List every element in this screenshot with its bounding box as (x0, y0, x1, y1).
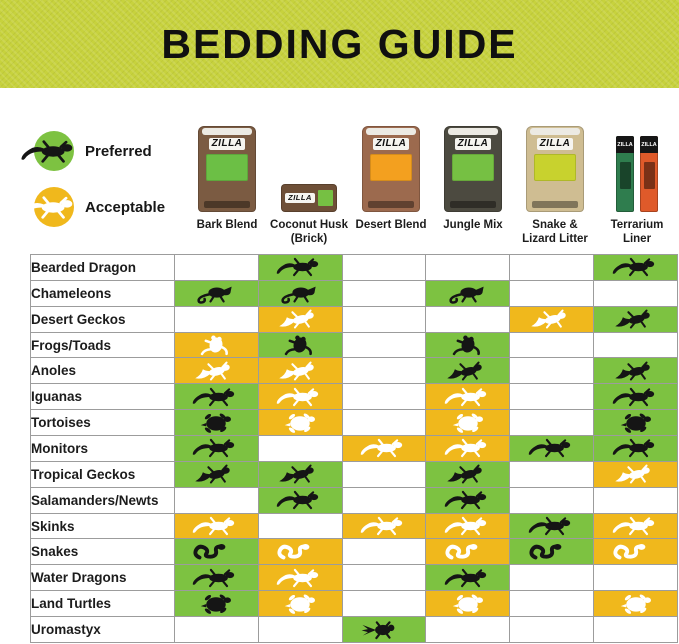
bedding-cell-preferred (175, 539, 259, 565)
tortoise-icon (607, 412, 665, 434)
product-column-terrarium-liner (596, 114, 678, 247)
product-column-coconut-husk-brick (268, 114, 350, 247)
bedding-cell-acceptable (426, 591, 510, 617)
product-liner-image (616, 136, 658, 212)
animal-label: Uromastyx (31, 617, 175, 643)
bedding-cell-acceptable (342, 436, 426, 462)
bedding-cell-preferred (426, 487, 510, 513)
bedding-cell-empty (426, 617, 510, 643)
table-row-tropical-geckos (31, 461, 678, 487)
bedding-cell-empty (175, 306, 259, 332)
snake-icon (523, 541, 581, 563)
bedding-cell-acceptable (426, 384, 510, 410)
bedding-cell-acceptable (258, 539, 342, 565)
water-dragon-icon (187, 567, 245, 589)
lizard-icon (17, 138, 83, 165)
table-row-chameleons (31, 280, 678, 306)
animal-label: Tortoises (31, 410, 175, 436)
bedding-cell-acceptable (594, 513, 678, 539)
table-row-water-dragons (31, 565, 678, 591)
animal-label: Monitors (31, 436, 175, 462)
bedding-cell-acceptable (594, 591, 678, 617)
product-name: Desert Blend (355, 219, 427, 231)
product-name: Bark Blend (196, 219, 258, 231)
lizard-icon (17, 194, 83, 221)
legend (26, 128, 186, 240)
bag-bottom-band (450, 201, 496, 208)
bedding-cell-empty (342, 255, 426, 281)
bedding-cell-empty (342, 539, 426, 565)
animal-label: Iguanas (31, 384, 175, 410)
table-row-monitors (31, 436, 678, 462)
brand-logo: ZILLA (455, 138, 492, 150)
bedding-cell-acceptable (175, 332, 259, 358)
product-column-snake-lizard-litter (514, 114, 596, 247)
bedding-cell-preferred (175, 384, 259, 410)
table-row-snakes (31, 539, 678, 565)
bedding-cell-empty (510, 487, 594, 513)
tortoise-icon (439, 412, 497, 434)
monitor-icon (523, 437, 581, 459)
product-header-row (186, 114, 678, 247)
bedding-cell-acceptable (342, 513, 426, 539)
bedding-cell-empty (258, 436, 342, 462)
brand-logo: ZILLA (285, 193, 315, 203)
bedding-cell-acceptable (258, 384, 342, 410)
bedding-cell-preferred (175, 410, 259, 436)
bedding-cell-acceptable (258, 410, 342, 436)
bedding-cell-preferred (510, 513, 594, 539)
skink-icon (523, 515, 581, 537)
bedding-cell-empty (175, 255, 259, 281)
iguana-icon (187, 386, 245, 408)
monitor-icon (187, 437, 245, 459)
animal-label: Frogs/Toads (31, 332, 175, 358)
bedding-cell-empty (342, 384, 426, 410)
anole-icon (607, 360, 665, 382)
bedding-cell-acceptable (426, 410, 510, 436)
bedding-cell-empty (594, 617, 678, 643)
bedding-cell-preferred (426, 565, 510, 591)
bedding-cell-empty (426, 255, 510, 281)
bedding-cell-empty (594, 280, 678, 306)
bedding-cell-preferred (594, 255, 678, 281)
bedding-cell-preferred (594, 436, 678, 462)
bedding-cell-acceptable (426, 513, 510, 539)
anole-icon (187, 360, 245, 382)
product-bag-image (198, 126, 256, 212)
bedding-cell-preferred (258, 487, 342, 513)
snake-icon (607, 541, 665, 563)
bedding-cell-preferred (258, 332, 342, 358)
bedding-cell-preferred (258, 280, 342, 306)
bedding-cell-acceptable (426, 539, 510, 565)
bedding-cell-preferred (594, 358, 678, 384)
snake-icon (187, 541, 245, 563)
bedding-guide-table (30, 254, 678, 643)
bag-bottom-band (368, 201, 414, 208)
table-row-bearded-dragon (31, 255, 678, 281)
product-art (198, 114, 256, 212)
bedding-cell-preferred (426, 461, 510, 487)
bedding-cell-empty (594, 332, 678, 358)
gecko-icon (607, 463, 665, 485)
liner-package (640, 136, 658, 212)
snake-icon (271, 541, 329, 563)
bedding-cell-empty (175, 617, 259, 643)
bag-seal (448, 128, 498, 135)
bedding-cell-preferred (510, 539, 594, 565)
tortoise-icon (187, 412, 245, 434)
legend-item-preferred (26, 128, 186, 174)
animal-label: Chameleons (31, 280, 175, 306)
bedding-cell-empty (342, 461, 426, 487)
gecko-icon (439, 463, 497, 485)
bedding-cell-preferred (258, 461, 342, 487)
table-row-anoles (31, 358, 678, 384)
table-row-uromastyx (31, 617, 678, 643)
skink-icon (355, 515, 413, 537)
legend-label: Preferred (85, 142, 152, 160)
animal-label: Land Turtles (31, 591, 175, 617)
product-bag-image (526, 126, 584, 212)
liner-window (644, 162, 655, 189)
brand-logo: ZILLA (373, 138, 410, 150)
bedding-cell-preferred (426, 358, 510, 384)
skink-icon (187, 515, 245, 537)
gecko-icon (187, 463, 245, 485)
skink-icon (607, 515, 665, 537)
land-turtle-icon (607, 593, 665, 615)
bedding-cell-preferred (175, 565, 259, 591)
bedding-cell-preferred (426, 280, 510, 306)
bedding-cell-preferred (342, 617, 426, 643)
legend-badge (26, 184, 80, 230)
product-column-bark-blend (186, 114, 268, 247)
product-name: Coconut Husk (Brick) (270, 219, 348, 245)
legend-badge (26, 128, 80, 174)
table-row-tortoises (31, 410, 678, 436)
bedding-cell-empty (342, 306, 426, 332)
brick-label-panel (318, 190, 333, 206)
bag-label-panel (206, 154, 249, 181)
product-brick-image (281, 184, 337, 212)
snake-icon (439, 541, 497, 563)
bedding-cell-acceptable (175, 513, 259, 539)
chameleon-icon (271, 282, 329, 304)
legend-item-acceptable (26, 184, 186, 230)
liner-window (620, 162, 631, 189)
product-name: Terrarium Liner (610, 219, 664, 245)
animal-label: Salamanders/Newts (31, 487, 175, 513)
product-column-jungle-mix (432, 114, 514, 247)
animal-label: Desert Geckos (31, 306, 175, 332)
bedding-cell-empty (510, 332, 594, 358)
bedding-cell-preferred (258, 255, 342, 281)
bedding-cell-preferred (594, 306, 678, 332)
product-column-desert-blend (350, 114, 432, 247)
bedding-cell-preferred (175, 436, 259, 462)
frog-icon (187, 334, 245, 356)
land-turtle-icon (439, 593, 497, 615)
iguana-icon (607, 386, 665, 408)
tortoise-icon (271, 412, 329, 434)
brand-logo: ZILLA (537, 138, 574, 150)
table-row-salamanders-newts (31, 487, 678, 513)
monitor-icon (355, 437, 413, 459)
bedding-cell-empty (342, 410, 426, 436)
bedding-cell-empty (510, 410, 594, 436)
bag-seal (366, 128, 416, 135)
animal-label: Skinks (31, 513, 175, 539)
bedding-cell-empty (510, 255, 594, 281)
legend-label: Acceptable (85, 198, 166, 216)
bedding-cell-empty (175, 487, 259, 513)
liner-header: ZILLA (616, 136, 634, 153)
gecko-icon (523, 308, 581, 330)
bedding-cell-empty (258, 617, 342, 643)
water-dragon-icon (271, 567, 329, 589)
bedding-cell-empty (510, 384, 594, 410)
animal-label: Tropical Geckos (31, 461, 175, 487)
salamander-icon (271, 489, 329, 511)
animal-label: Bearded Dragon (31, 255, 175, 281)
bedding-cell-acceptable (594, 461, 678, 487)
bedding-cell-acceptable (258, 358, 342, 384)
bedding-cell-preferred (175, 461, 259, 487)
product-art (616, 114, 658, 212)
bedding-cell-preferred (594, 384, 678, 410)
chameleon-icon (439, 282, 497, 304)
liner-header: ZILLA (640, 136, 658, 153)
bedding-cell-preferred (510, 436, 594, 462)
gecko-icon (607, 308, 665, 330)
salamander-icon (439, 489, 497, 511)
chameleon-icon (187, 282, 245, 304)
bag-bottom-band (204, 201, 250, 208)
brand-logo: ZILLA (209, 138, 246, 150)
bedding-cell-empty (510, 591, 594, 617)
bedding-cell-empty (510, 565, 594, 591)
land-turtle-icon (187, 593, 245, 615)
bedding-cell-preferred (594, 410, 678, 436)
table-row-frogs-toads (31, 332, 678, 358)
animal-label: Anoles (31, 358, 175, 384)
liner-package (616, 136, 634, 212)
bedding-cell-preferred (175, 591, 259, 617)
product-art (362, 114, 420, 212)
bedding-cell-acceptable (175, 358, 259, 384)
bearded-dragon-icon (271, 256, 329, 278)
bag-label-panel (370, 154, 413, 181)
bedding-cell-preferred (175, 280, 259, 306)
bag-label-panel (534, 154, 577, 181)
land-turtle-icon (271, 593, 329, 615)
bedding-cell-acceptable (258, 306, 342, 332)
bag-seal (530, 128, 580, 135)
skink-icon (439, 515, 497, 537)
bedding-cell-empty (510, 617, 594, 643)
frog-icon (439, 334, 497, 356)
bedding-cell-empty (510, 461, 594, 487)
bag-bottom-band (532, 201, 578, 208)
table-row-land-turtles (31, 591, 678, 617)
monitor-icon (607, 437, 665, 459)
bedding-cell-empty (594, 565, 678, 591)
frog-icon (271, 334, 329, 356)
product-name: Jungle Mix (443, 219, 503, 231)
page-header (0, 0, 679, 88)
water-dragon-icon (439, 567, 497, 589)
bedding-cell-empty (342, 565, 426, 591)
bedding-cell-acceptable (426, 436, 510, 462)
iguana-icon (439, 386, 497, 408)
product-bag-image (444, 126, 502, 212)
bedding-cell-empty (342, 487, 426, 513)
bedding-cell-preferred (426, 332, 510, 358)
bedding-cell-acceptable (510, 306, 594, 332)
bedding-cell-empty (426, 306, 510, 332)
bedding-cell-acceptable (594, 539, 678, 565)
table-row-iguanas (31, 384, 678, 410)
product-bag-image (362, 126, 420, 212)
iguana-icon (271, 386, 329, 408)
product-art (526, 114, 584, 212)
bedding-cell-acceptable (258, 565, 342, 591)
anole-icon (271, 360, 329, 382)
bedding-cell-empty (342, 358, 426, 384)
bearded-dragon-icon (607, 256, 665, 278)
bedding-cell-acceptable (258, 591, 342, 617)
bedding-cell-empty (594, 487, 678, 513)
page-title: BEDDING GUIDE (161, 20, 518, 67)
bedding-cell-empty (342, 332, 426, 358)
bedding-cell-empty (510, 280, 594, 306)
animal-label: Water Dragons (31, 565, 175, 591)
product-art (444, 114, 502, 212)
anole-icon (439, 360, 497, 382)
product-art (281, 114, 337, 212)
product-name: Snake & Lizard Litter (522, 219, 588, 245)
gecko-icon (271, 308, 329, 330)
bag-seal (202, 128, 252, 135)
gecko-icon (271, 463, 329, 485)
bedding-cell-empty (342, 280, 426, 306)
bag-label-panel (452, 154, 495, 181)
table-row-desert-geckos (31, 306, 678, 332)
table-row-skinks (31, 513, 678, 539)
animal-label: Snakes (31, 539, 175, 565)
bedding-cell-empty (258, 513, 342, 539)
uromastyx-icon (355, 619, 413, 641)
bedding-cell-empty (510, 358, 594, 384)
monitor-icon (439, 437, 497, 459)
bedding-cell-empty (342, 591, 426, 617)
